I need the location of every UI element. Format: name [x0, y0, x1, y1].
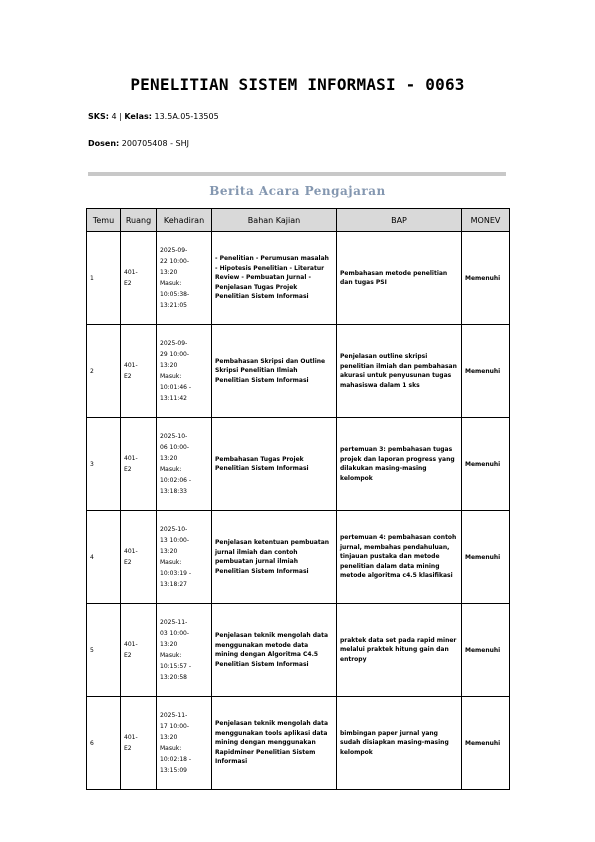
cell-kehadiran: 2025-10- 13 10:00- 13:20 Masuk: 10:03:19 - 13:18:27	[157, 511, 212, 604]
table-row	[87, 604, 510, 697]
sks-label: SKS:	[88, 112, 109, 121]
cell-temu: 4	[87, 511, 121, 604]
meta-separator: |	[119, 112, 122, 121]
cell-monev: Memenuhi	[462, 604, 510, 697]
cell-bahan-kajian: Penjelasan teknik mengolah data menggunakan metode data mining dengan Algoritma C4.5 Penelitian Sistem Informasi	[212, 604, 337, 697]
col-header-bap: BAP	[337, 209, 462, 232]
table-row	[87, 232, 510, 325]
cell-temu: 5	[87, 604, 121, 697]
cell-ruang: 401- E2	[121, 325, 157, 418]
cell-monev: Memenuhi	[462, 232, 510, 325]
course-meta	[88, 112, 219, 121]
cell-kehadiran: 2025-09- 29 10:00- 13:20 Masuk: 10:01:46 - 13:11:42	[157, 325, 212, 418]
cell-bahan-kajian: Penjelasan teknik mengolah data menggunakan tools aplikasi data mining dengan menggunakan Rapidminer Penelitian Sistem Informasi	[212, 697, 337, 790]
table-header-row	[87, 209, 510, 232]
bap-table	[86, 208, 510, 790]
kelas-value: 13.5A.05-13505	[154, 112, 219, 121]
cell-monev: Memenuhi	[462, 511, 510, 604]
table-row	[87, 418, 510, 511]
cell-bap: Pembahasan metode penelitian dan tugas PSI	[337, 232, 462, 325]
cell-ruang: 401- E2	[121, 418, 157, 511]
col-header-ruang: Ruang	[121, 209, 157, 232]
cell-temu: 2	[87, 325, 121, 418]
cell-bap: pertemuan 4: pembahasan contoh jurnal, membahas pendahuluan, tinjauan pustaka dan metode penelitian dalam data mining metode algoritma c4.5 klasifikasi	[337, 511, 462, 604]
sks-value: 4	[111, 112, 117, 121]
cell-bahan-kajian: Penjelasan ketentuan pembuatan jurnal ilmiah dan contoh pembuatan jurnal ilmiah Penelitian Sistem Informasi	[212, 511, 337, 604]
cell-ruang: 401- E2	[121, 511, 157, 604]
dosen-value: 200705408 - SHJ	[121, 139, 189, 148]
cell-bahan-kajian: Pembahasan Skripsi dan Outline Skripsi Penelitian Ilmiah Penelitian Sistem Informasi	[212, 325, 337, 418]
cell-monev: Memenuhi	[462, 418, 510, 511]
cell-bahan-kajian: - Penelitian - Perumusan masalah - Hipotesis Penelitian - Literatur Review - Pembuatan Jurnal - Penjelasan Tugas Projek Penelitian Sistem Informasi	[212, 232, 337, 325]
col-header-kehadiran: Kehadiran	[157, 209, 212, 232]
cell-monev: Memenuhi	[462, 697, 510, 790]
cell-ruang: 401- E2	[121, 604, 157, 697]
table-row	[87, 511, 510, 604]
cell-bap: praktek data set pada rapid miner melalui praktek hitung gain dan entropy	[337, 604, 462, 697]
col-header-monev: MONEV	[462, 209, 510, 232]
cell-kehadiran: 2025-11- 17 10:00- 13:20 Masuk: 10:02:18 - 13:15:09	[157, 697, 212, 790]
kelas-label: Kelas:	[124, 112, 152, 121]
col-header-temu: Temu	[87, 209, 121, 232]
page-title: PENELITIAN SISTEM INFORMASI - 0063	[130, 75, 465, 94]
cell-kehadiran: 2025-09- 22 10:00- 13:20 Masuk: 10:05:38- 13:21:05	[157, 232, 212, 325]
cell-ruang: 401- E2	[121, 697, 157, 790]
table-row	[87, 325, 510, 418]
cell-kehadiran: 2025-10- 06 10:00- 13:20 Masuk: 10:02:06 - 13:18:33	[157, 418, 212, 511]
divider	[88, 172, 506, 176]
cell-temu: 6	[87, 697, 121, 790]
cell-monev: Memenuhi	[462, 325, 510, 418]
cell-kehadiran: 2025-11- 03 10:00- 13:20 Masuk: 10:15:57 - 13:20:58	[157, 604, 212, 697]
dosen-label: Dosen:	[88, 139, 120, 148]
cell-bap: Penjelasan outline skripsi penelitian ilmiah dan pembahasan akurasi untuk penyusunan tugas mahasiswa dalam 1 sks	[337, 325, 462, 418]
cell-temu: 1	[87, 232, 121, 325]
lecturer-meta	[88, 139, 189, 148]
cell-ruang: 401- E2	[121, 232, 157, 325]
section-title: Berita Acara Pengajaran	[209, 184, 386, 198]
cell-bahan-kajian: Pembahasan Tugas Projek Penelitian Sistem Informasi	[212, 418, 337, 511]
cell-bap: pertemuan 3: pembahasan tugas projek dan laporan progress yang dilakukan masing-masing kelompok	[337, 418, 462, 511]
cell-temu: 3	[87, 418, 121, 511]
cell-bap: bimbingan paper jurnal yang sudah disiapkan masing-masing kelompok	[337, 697, 462, 790]
table-row	[87, 697, 510, 790]
col-header-bahan-kajian: Bahan Kajian	[212, 209, 337, 232]
